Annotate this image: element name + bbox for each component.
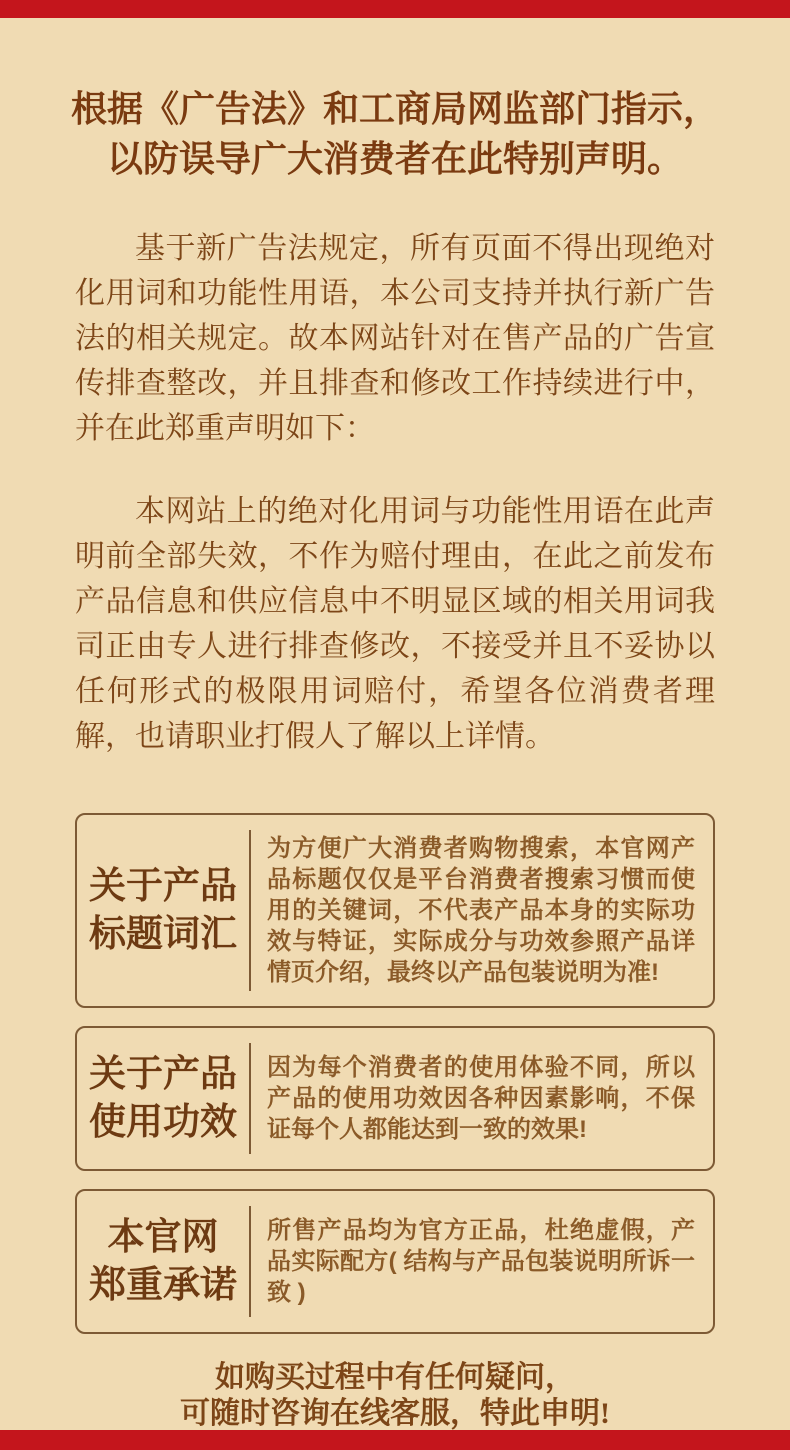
page-title (40, 84, 750, 184)
notice-box-product-effect (75, 1026, 715, 1171)
notice-box-label-line2: 标题词汇 (89, 913, 237, 955)
notice-box-text: 因为每个消费者的使用体验不同，所以产品的使用功效因各种因素影响，不保证每个人都能达到一致的效果! (267, 1054, 695, 1143)
notice-box-label (77, 1214, 249, 1310)
notice-box-text: 为方便广大消费者购物搜索，本官网产品标题仅仅是平台消费者搜索习惯而使用的关键词，不代表产品本身的实际功效与特证，实际成分与功效参照产品详情页介绍，最终以产品包装说明为准! (267, 835, 695, 986)
notice-box-official-promise (75, 1189, 715, 1334)
notice-box-list (0, 813, 790, 1334)
footer-note-line1: 如购买过程中有任何疑问， (215, 1361, 575, 1394)
notice-box-label-line2: 使用功效 (89, 1101, 237, 1143)
page-title-line1: 根据《广告法》和工商局网监部门指示， (70, 89, 719, 129)
notice-box-label (77, 1051, 249, 1147)
statement-paragraph-2: 本网站上的绝对化用词与功能性用语在此声明前全部失效，不作为赔付理由，在此之前发布产品信息和供应信息中不明显区域的相关用词我司正由专人进行排查修改，不接受并且不妥协以任何形式的极限用词赔付，希望各位消费者理解，也请职业打假人了解以上详情。 (75, 495, 715, 753)
disclaimer-content (0, 18, 790, 1432)
footer-note-line2: 可随时咨询在线客服，特此申明! (180, 1397, 610, 1430)
notice-box-product-title (75, 813, 715, 1008)
notice-box-label-line1: 本官网 (107, 1216, 219, 1258)
notice-box-label (77, 863, 249, 959)
notice-box-text: 所售产品均为官方正品，杜绝虚假，产品实际配方( 结构与产品包装说明所诉一致 ) (267, 1217, 695, 1306)
notice-box-label-line2: 郑重承诺 (89, 1264, 237, 1306)
statement-paragraph-1: 基于新广告法规定，所有页面不得出现绝对化用词和功能性用语，本公司支持并执行新广告法的相关规定。故本网站针对在售产品的广告宣传排查整改，并且排查和修改工作持续进行中，并在此郑重声明如下： (75, 232, 715, 445)
notice-box-label-line1: 关于产品 (89, 865, 237, 907)
footer-note (40, 1360, 750, 1432)
top-red-bar (0, 0, 790, 18)
bottom-red-bar (0, 1430, 790, 1450)
notice-box-label-line1: 关于产品 (89, 1053, 237, 1095)
page-title-line2: 以防误导广大消费者在此特别声明。 (106, 139, 683, 179)
